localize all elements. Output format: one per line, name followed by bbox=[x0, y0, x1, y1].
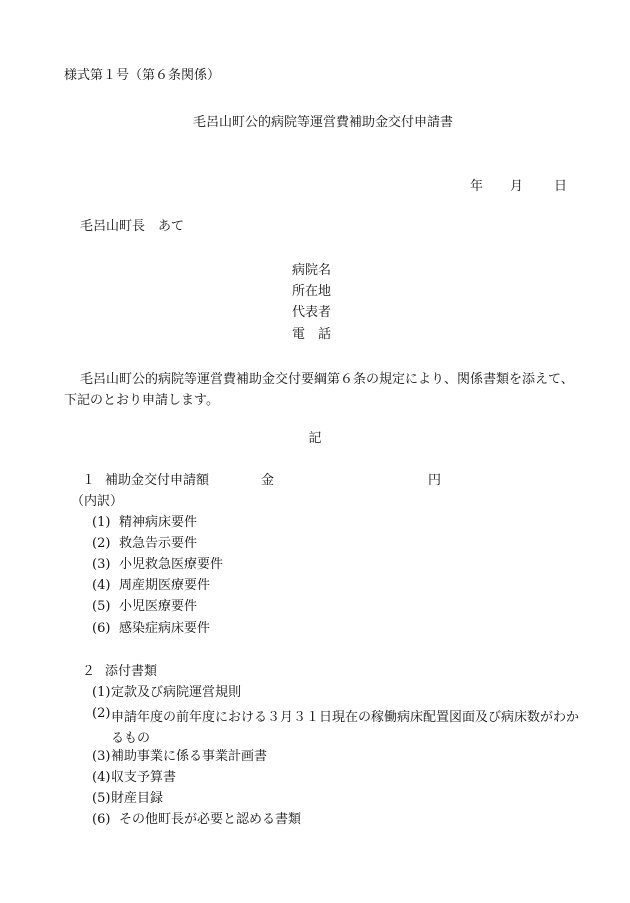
item-text: 精神病床要件 bbox=[119, 515, 198, 530]
section2-number: ２ bbox=[82, 664, 96, 679]
item-text: その他町長が必要と認める書類 bbox=[119, 812, 302, 827]
amount-kin-label: 金 bbox=[261, 473, 275, 488]
item-text: 周産期医療要件 bbox=[119, 578, 211, 593]
item-number: (1) bbox=[92, 685, 111, 700]
section1-label: 補助金交付申請額 bbox=[105, 473, 210, 488]
item-text: 定款及び病院運営規則 bbox=[111, 685, 242, 700]
item-number: (6) bbox=[92, 621, 111, 636]
item-number: (3) bbox=[92, 557, 111, 572]
item-number: (2) bbox=[92, 536, 111, 551]
item-number: (2) bbox=[92, 706, 111, 721]
item-number: (1) bbox=[92, 515, 111, 530]
item-text: 補助事業に係る事業計画書 bbox=[111, 749, 268, 764]
ki-heading: 記 bbox=[308, 431, 322, 446]
applicant-address-label: 所在地 bbox=[292, 284, 332, 299]
section1-number: １ bbox=[82, 473, 96, 488]
item-text: 収支予算書 bbox=[111, 770, 177, 785]
amount-yen-label: 円 bbox=[428, 473, 442, 488]
item-text: 申請年度の前年度における３月３１日現在の稼働病床配置図面及び病床数がわかるもの bbox=[111, 710, 580, 746]
document-title: 毛呂山町公的病院等運営費補助金交付申請書 bbox=[192, 115, 453, 130]
applicant-phone-label: 電 話 bbox=[292, 327, 332, 342]
date-month-label: 月 bbox=[510, 179, 524, 194]
item-number: (4) bbox=[92, 578, 111, 593]
date-year-label: 年 bbox=[470, 179, 484, 194]
item-number: (5) bbox=[92, 599, 111, 614]
item-number: (6) bbox=[92, 812, 111, 827]
item-text: 救急告示要件 bbox=[119, 536, 198, 551]
item-number: (3) bbox=[92, 749, 111, 764]
applicant-hospital-name-label: 病院名 bbox=[292, 263, 332, 278]
section2-label: 添付書類 bbox=[105, 664, 158, 679]
item-number: (4) bbox=[92, 770, 111, 785]
body-paragraph: 毛呂山町公的病院等運営費補助金交付要綱第６条の規定により、関係書類を添えて、下記のとおり申請します。 bbox=[64, 372, 574, 408]
item-text: 小児救急医療要件 bbox=[119, 557, 224, 572]
date-day-label: 日 bbox=[554, 179, 568, 194]
addressee: 毛呂山町長 あて bbox=[80, 219, 185, 234]
item-text: 小児医療要件 bbox=[119, 599, 198, 614]
applicant-representative-label: 代表者 bbox=[292, 305, 332, 320]
item-text: 感染症病床要件 bbox=[119, 621, 211, 636]
breakdown-label: （内訳） bbox=[71, 494, 124, 509]
item-number: (5) bbox=[92, 791, 111, 806]
item-text: 財産目録 bbox=[111, 791, 164, 806]
form-number: 様式第１号（第６条関係） bbox=[64, 68, 221, 83]
